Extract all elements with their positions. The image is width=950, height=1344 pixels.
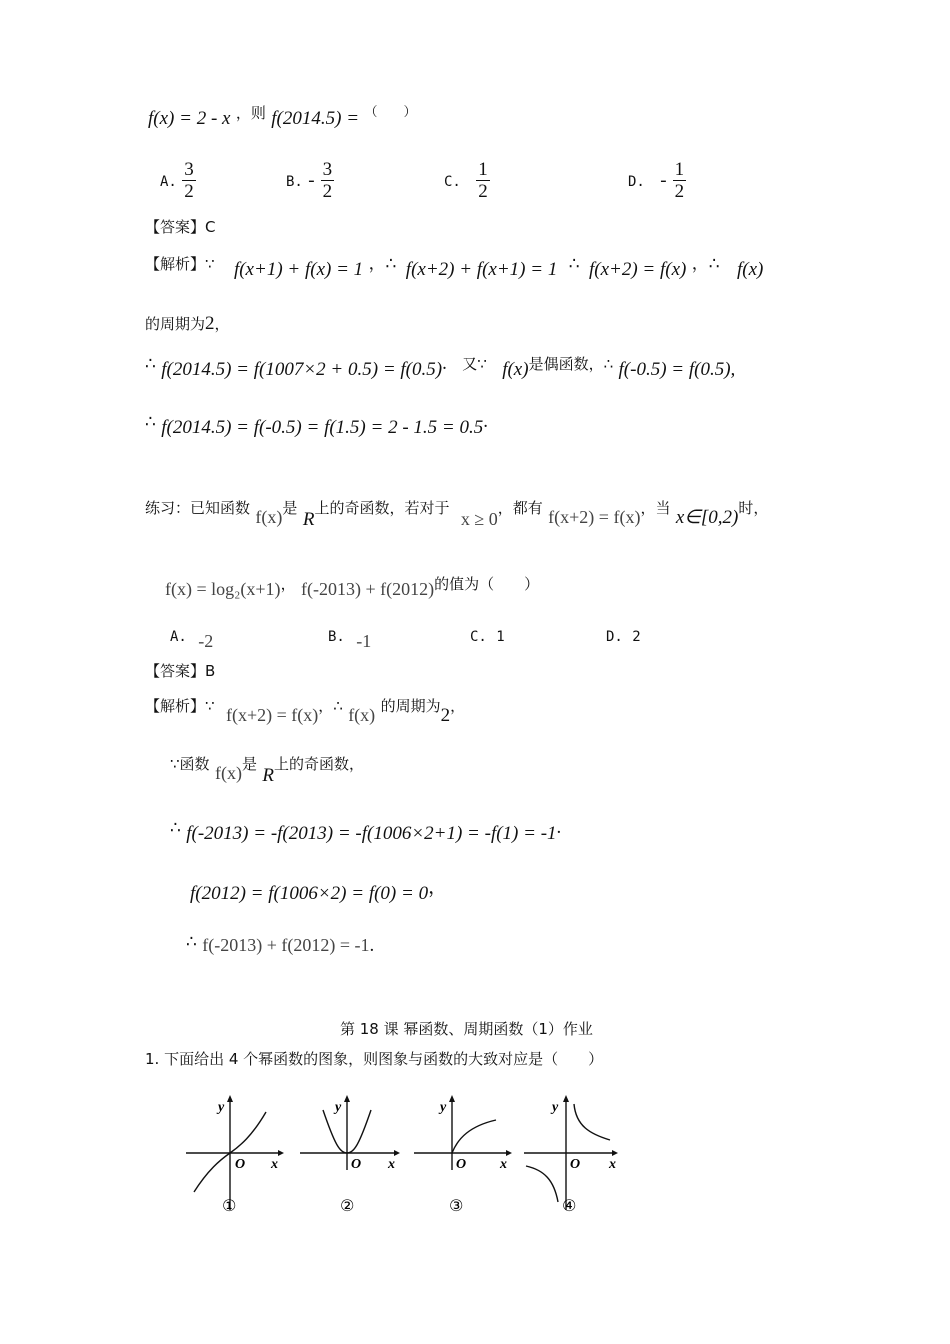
q1-solution-line3 <box>145 354 735 379</box>
period-dot: . <box>442 353 447 374</box>
fx: f(x) <box>736 259 764 280</box>
option-label: C. <box>470 629 487 645</box>
eq: f(2014.5) = f(-0.5) = f(1.5) = 2 - 1.5 = 0.5 <box>161 417 484 438</box>
q1-solution-period <box>145 314 230 333</box>
y-label: y <box>335 1100 342 1115</box>
fx: f(x) <box>214 763 242 783</box>
solution-label: 【解析】∵ <box>145 255 215 273</box>
you-since: 又∵ <box>462 355 487 373</box>
origin-label: O <box>351 1157 362 1172</box>
set-r: R <box>262 765 274 786</box>
origin-label: O <box>570 1157 581 1172</box>
eq: f(-2013) = -f(2013) = -f(1006×2+1) = -f(1) = -1 <box>186 823 557 844</box>
numerator: 1 <box>478 159 488 180</box>
option-value: 1 <box>496 629 505 645</box>
therefore: ，∴ <box>691 254 720 274</box>
q2-solution-line1 <box>145 698 465 725</box>
option-label: C. <box>444 174 461 190</box>
y-label: y <box>440 1100 447 1115</box>
q2-solution-line2 <box>170 756 364 785</box>
numerator: 1 <box>674 159 685 180</box>
intro: 练习：已知函数 <box>145 499 251 517</box>
period-value: 2 <box>205 313 215 334</box>
fx: f(x) <box>255 507 283 527</box>
option-label: B. <box>286 174 303 190</box>
eq: f(2012) = f(1006×2) = f(0) = 0 <box>190 883 429 904</box>
q1-answer: 【答案】C <box>145 218 216 236</box>
since-func: ∵函数 <box>170 755 210 773</box>
q1-expr: f(2014.5) = <box>271 108 360 129</box>
therefore: ，∴ <box>368 254 397 274</box>
odd-text: 上的奇函数， <box>273 755 364 773</box>
q2-solution-line4 <box>190 878 447 903</box>
option-sign: - <box>308 170 315 191</box>
origin-label: O <box>456 1157 467 1172</box>
x-label: x <box>388 1157 395 1172</box>
eq: f(x+1) + f(x) = 1 <box>233 259 364 280</box>
graph-1 <box>186 1095 284 1210</box>
homework-question-1: 1. 下面给出 4 个幂函数的图象，则图象与函数的大致对应是（ ） <box>145 1050 604 1068</box>
q2-solution-line3 <box>170 818 561 843</box>
period-dot: . <box>483 411 488 432</box>
comma: ， <box>450 697 466 715</box>
option-value: -1 <box>356 631 372 651</box>
option-label: A. <box>160 174 177 190</box>
denominator: 2 <box>478 181 488 202</box>
graph-4 <box>524 1095 618 1210</box>
comma: ， <box>428 877 448 898</box>
y-arrow-icon <box>563 1095 569 1102</box>
curve-right <box>574 1104 610 1140</box>
q2-answer: 【答案】B <box>145 662 216 680</box>
comma: ， <box>214 315 230 333</box>
option-label: D. <box>606 629 623 645</box>
period-text: 的周期为 <box>145 315 206 333</box>
q1-option-a[interactable] <box>160 160 196 203</box>
period-dot: . <box>556 817 562 838</box>
x-arrow-icon <box>278 1150 284 1156</box>
curve <box>452 1120 496 1153</box>
interval: x∈[0,2) <box>675 507 739 528</box>
therefore: ，∴ <box>318 697 343 715</box>
therefore: ∴ <box>186 932 197 952</box>
sum-expr: f(-2013) + f(2012) <box>300 579 435 599</box>
power-function-graphs <box>180 1090 640 1220</box>
period-dot: . <box>369 935 375 956</box>
eq: f(2014.5) = f(1007×2 + 0.5) = f(0.5) <box>161 359 443 380</box>
therefore: ∴ <box>145 354 156 374</box>
condition: x ≥ 0 <box>460 509 498 529</box>
q1-option-b[interactable] <box>286 160 334 203</box>
q2-solution-line5 <box>186 934 374 955</box>
eq: f(-2013) + f(2012) = -1 <box>202 935 370 955</box>
period-eq: f(x+2) = f(x) <box>548 507 641 527</box>
x-arrow-icon <box>394 1150 400 1156</box>
option-label: A. <box>170 629 187 645</box>
period-value: 2 <box>440 705 451 726</box>
graph-number: ④ <box>562 1196 577 1215</box>
option-label: B. <box>328 629 345 645</box>
period-text: 的周期为 <box>380 697 441 715</box>
graph-number: ② <box>340 1196 355 1215</box>
homework-title: 第 18 课 幂函数、周期函数（1）作业 <box>340 1020 593 1038</box>
time: 时， <box>738 499 769 517</box>
x-label: x <box>271 1157 278 1172</box>
therefore: ∴ <box>170 818 181 838</box>
q2-option-a[interactable] <box>170 628 213 650</box>
period-eq: f(x+2) = f(x) <box>225 705 319 725</box>
q2-stem-line1 <box>145 500 768 529</box>
q1-given: f(x) = 2 - x <box>148 108 231 129</box>
y-label: y <box>552 1100 559 1115</box>
q1-ze: ，则 <box>235 104 266 122</box>
comma: ， <box>280 575 296 593</box>
solution-label: 【解析】∵ <box>145 697 215 715</box>
q2-option-d[interactable] <box>606 628 641 645</box>
ask: 的值为（ ） <box>434 575 540 593</box>
is: 是 <box>241 755 257 773</box>
x-arrow-icon <box>506 1150 512 1156</box>
graph-2 <box>300 1095 400 1170</box>
option-sign: - <box>660 170 667 191</box>
curve-left <box>526 1166 558 1202</box>
eq: f(x+2) = f(x) <box>588 259 687 280</box>
option-value: -2 <box>198 631 214 651</box>
x-arrow-icon <box>612 1150 618 1156</box>
therefore: ∴ <box>568 254 580 274</box>
q1-option-d[interactable] <box>628 160 686 203</box>
q1-option-c[interactable] <box>444 160 490 203</box>
graph-number: ① <box>222 1196 237 1215</box>
option-fraction <box>321 160 335 203</box>
fx: f(x) <box>502 359 529 380</box>
q2-stem-line2 <box>165 576 539 598</box>
graph-number: ③ <box>449 1196 464 1215</box>
option-value: 2 <box>632 629 641 645</box>
numerator: 3 <box>184 159 194 180</box>
y-arrow-icon <box>344 1095 350 1102</box>
numerator: 3 <box>322 159 333 180</box>
definition: f(x) = log₂(x+1) <box>165 579 281 599</box>
x-label: x <box>609 1157 616 1172</box>
option-label: D. <box>628 174 645 190</box>
eq: f(x+2) + f(x+1) = 1 <box>405 259 558 280</box>
q1-stem <box>148 106 416 128</box>
even-text: 是偶函数，∴ <box>528 355 614 373</box>
denominator: 2 <box>674 181 685 202</box>
all-have: ，都有 <box>497 499 543 517</box>
set-r: R <box>302 509 315 530</box>
origin-label: O <box>235 1157 246 1172</box>
x-label: x <box>500 1157 507 1172</box>
option-fraction <box>673 160 687 203</box>
q1-paren: （ ） <box>364 105 417 120</box>
q1-solution-line4 <box>145 412 488 437</box>
q2-option-b[interactable] <box>328 628 371 650</box>
therefore: ∴ <box>145 412 156 432</box>
denominator: 2 <box>184 181 194 202</box>
eq: f(-0.5) = f(0.5), <box>618 359 736 380</box>
is: 是 <box>282 499 298 517</box>
y-arrow-icon <box>227 1095 233 1102</box>
denominator: 2 <box>322 181 333 202</box>
y-label: y <box>218 1100 225 1115</box>
q1-solution-line1 <box>145 256 763 279</box>
fx: f(x) <box>348 705 376 725</box>
odd-text: 上的奇函数，若对于 <box>314 499 450 517</box>
y-arrow-icon <box>449 1095 455 1102</box>
q2-option-c[interactable] <box>470 628 505 645</box>
option-fraction <box>182 160 196 203</box>
when: ，当 <box>640 499 671 517</box>
option-fraction <box>476 160 490 203</box>
